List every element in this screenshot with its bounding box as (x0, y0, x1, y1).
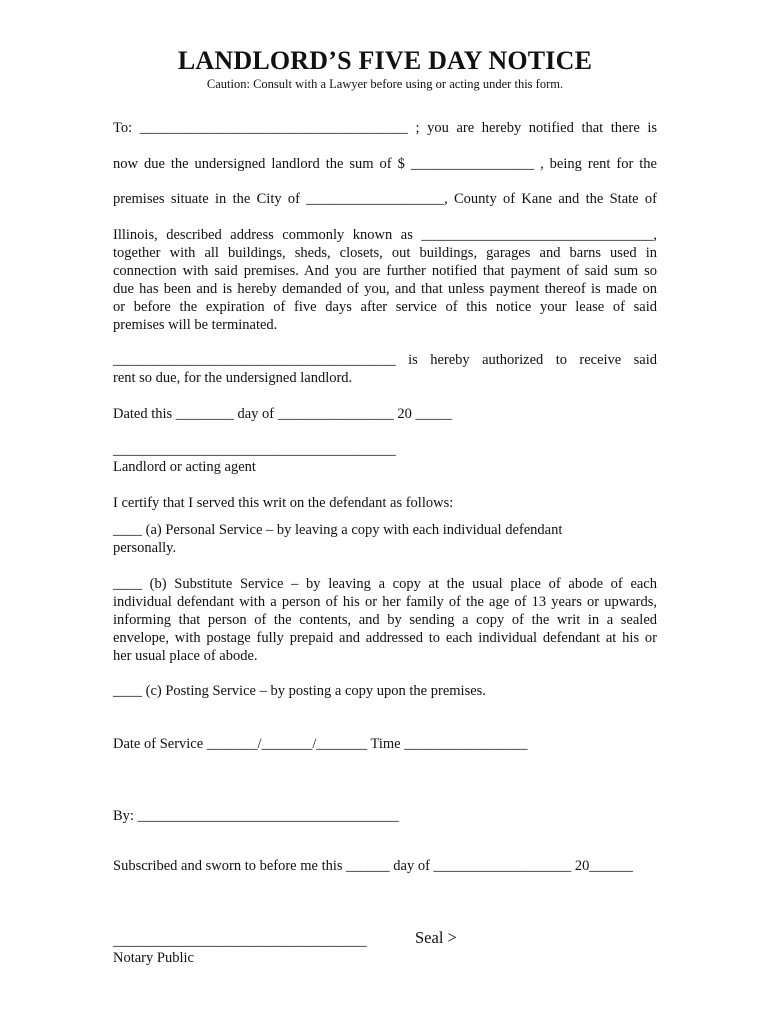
service-option-b-continued: informing that person of the contents, and by sending a copy of the writ in a sealed (113, 612, 657, 628)
service-option-b: ____ (b) Substitute Service – by leaving a copy at the usual place of abode of each (113, 576, 657, 592)
authorized-agent-line-continued: rent so due, for the undersigned landlord. (113, 370, 353, 386)
notary-public-label: Notary Public (113, 950, 194, 966)
authorized-agent-line: _______________________________________ is hereby authorized to receive said (113, 352, 657, 368)
service-option-a: ____ (a) Personal Service – by leaving a copy with each individual defendant (113, 522, 563, 538)
landlord-signature-line: _______________________________________ (113, 442, 396, 458)
to-line: To: _____________________________________ ; you are hereby notified that there is (113, 120, 657, 136)
service-option-b-continued: individual defendant with a person of his or her family of the age of 13 years or upwards, (113, 594, 657, 610)
landlord-signature-label: Landlord or acting agent (113, 459, 256, 475)
seal-label: Seal > (415, 928, 457, 947)
served-by-line: By: ____________________________________ (113, 808, 399, 824)
service-option-b-continued: her usual place of abode. (113, 648, 258, 664)
date-of-service-line: Date of Service _______/_______/_______ Time _________________ (113, 736, 528, 752)
dated-line: Dated this ________ day of ________________ 20 _____ (113, 406, 452, 422)
body-line: premises will be terminated. (113, 317, 278, 333)
service-option-b-continued: envelope, with postage fully prepaid and addressed to each individual defendant at his or (113, 630, 657, 646)
body-line: due has been and is hereby demanded of you, and that unless payment thereof is made on (113, 281, 657, 297)
rent-due-line: now due the undersigned landlord the sum of $ _________________ , being rent for the (113, 156, 657, 172)
notary-signature-line: ___________________________________ (113, 933, 367, 949)
body-line: connection with said premises. And you are further notified that payment of said sum so (113, 263, 657, 279)
service-option-c: ____ (c) Posting Service – by posting a copy upon the premises. (113, 683, 486, 699)
body-line: together with all buildings, sheds, closets, out buildings, garages and barns used in (113, 245, 657, 261)
premises-line: premises situate in the City of ___________________, County of Kane and the State of (113, 191, 657, 207)
page-title: LANDLORD’S FIVE DAY NOTICE (177, 46, 593, 75)
service-option-a-continued: personally. (113, 540, 177, 556)
address-line: Illinois, described address commonly known as ________________________________, (113, 227, 657, 243)
caution-note: Caution: Consult with a Lawyer before using or acting under this form. (206, 77, 564, 91)
subscribed-sworn-line: Subscribed and sworn to before me this ______ day of ___________________ 20______ (113, 858, 633, 874)
body-line: or before the expiration of five days after service of this notice your lease of said (113, 299, 657, 315)
certify-statement: I certify that I served this writ on the defendant as follows: (113, 495, 454, 511)
